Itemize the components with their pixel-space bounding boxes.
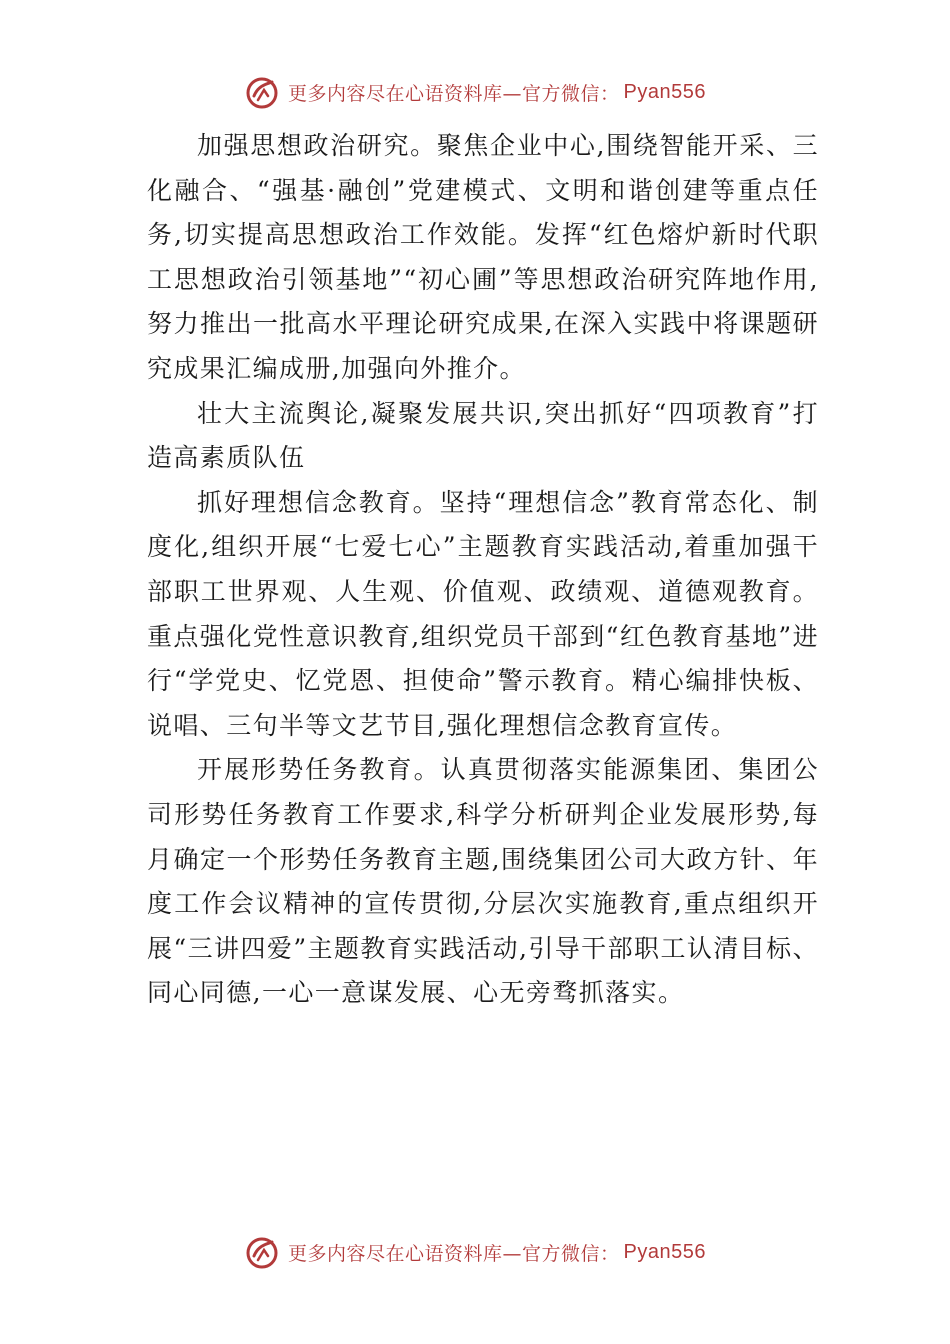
header-watermark xyxy=(0,72,950,112)
paragraph-heading: 壮大主流舆论,凝聚发展共识,突出抓好“四项教育”打造高素质队伍 xyxy=(147,398,819,473)
paragraph: 开展形势任务教育。认真贯彻落实能源集团、集团公司形势任务教育工作要求,科学分析研判企业发展形势,每月确定一个形势任务教育主题,围绕集团公司大政方针、年度工作会议精神的宣传贯彻,分层次实施教育,重点组织开展“三讲四爱”主题教育实践活动,引导干部职工认清目标、同心同德,一心一意谋发展、心无旁骛抓落实。 xyxy=(147,755,819,1008)
document-body xyxy=(147,124,819,1016)
logo-icon xyxy=(244,74,280,110)
watermark-id: Pyan556 xyxy=(623,80,706,103)
watermark-id: Pyan556 xyxy=(623,1240,706,1263)
footer-watermark xyxy=(0,1232,950,1272)
paragraph: 加强思想政治研究。聚焦企业中心,围绕智能开采、三化融合、“强基·融创”党建模式、文明和谐创建等重点任务,切实提高思想政治工作效能。发挥“红色熔炉新时代职工思想政治引领基地”“初心圃”等思想政治研究阵地作用,努力推出一批高水平理论研究成果,在深入实践中将课题研究成果汇编成册,加强向外推介。 xyxy=(147,131,819,383)
paragraph: 抓好理想信念教育。坚持“理想信念”教育常态化、制度化,组织开展“七爱七心”主题教育实践活动,着重加强干部职工世界观、人生观、价值观、政绩观、道德观教育。重点强化党性意识教育,组织党员干部到“红色教育基地”进行“学党史、忆党恩、担使命”警示教育。精心编排快板、说唱、三句半等文艺节目,强化理想信念教育宣传。 xyxy=(147,487,819,740)
watermark-text: 更多内容尽在心语资料库—官方微信： xyxy=(288,1242,620,1265)
watermark-text: 更多内容尽在心语资料库—官方微信： xyxy=(288,82,620,105)
logo-icon xyxy=(244,1234,280,1270)
